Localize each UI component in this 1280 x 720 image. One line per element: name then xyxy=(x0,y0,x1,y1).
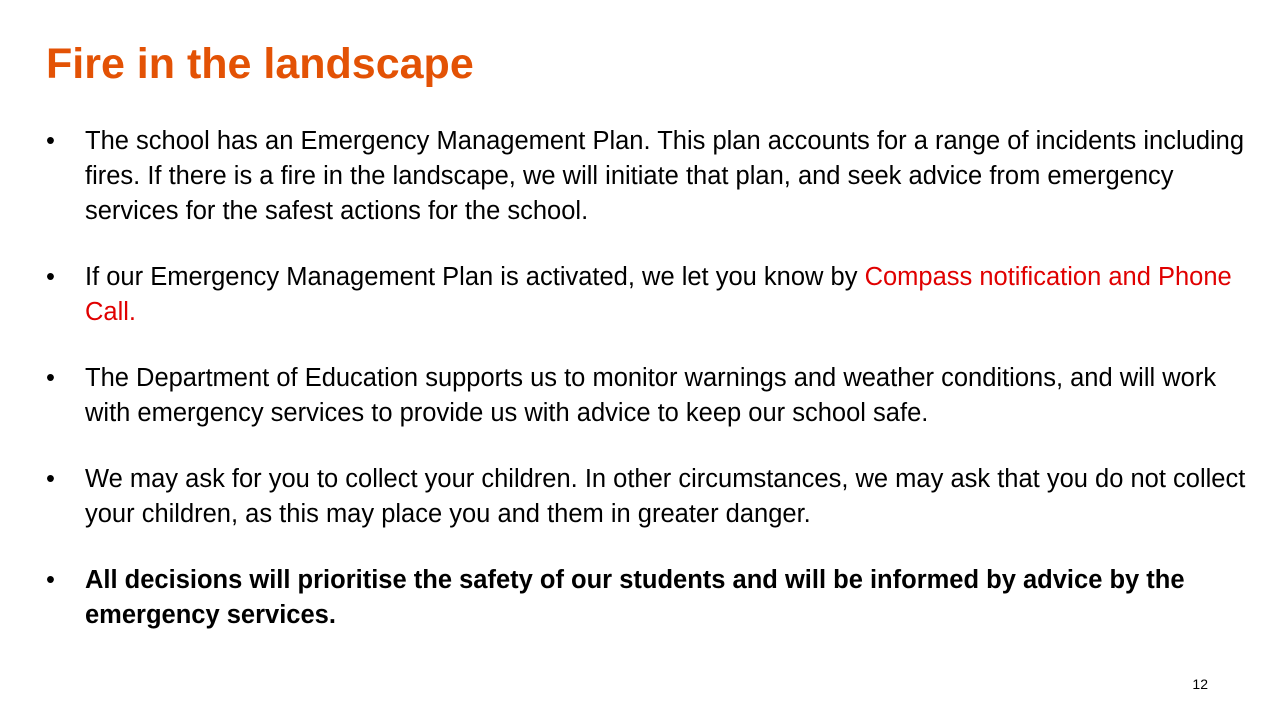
bullet-text-wrapper xyxy=(85,260,1246,330)
bullet-item-decisions xyxy=(46,563,1246,633)
bullet-dot-icon: • xyxy=(46,465,55,493)
highlighted-text: Compass notification and Phone Call. xyxy=(85,263,1232,326)
bullet-text: We may ask for you to collect your children. In other circumstances, we may ask that you do not collect your children, as this may place you and them in greater danger. xyxy=(85,465,1246,528)
bullet-item-department-support xyxy=(46,361,1246,431)
bullet-dot-icon: • xyxy=(46,364,55,392)
bullet-text: The school has an Emergency Management Plan. This plan accounts for a range of incidents including fires. If there is a fire in the landscape, we will initiate that plan, and seek advice from emergency services for the safest actions for the school. xyxy=(85,127,1245,225)
bullet-dot-icon: • xyxy=(46,127,55,155)
bullet-text: The Department of Education supports us to monitor warnings and weather conditions, and will work with emergency services to provide us with advice to keep our school safe. xyxy=(85,364,1217,427)
bullet-list xyxy=(46,124,1246,664)
bullet-text: All decisions will prioritise the safety of our students and will be informed by advice by the emergency services. xyxy=(85,566,1185,629)
bullet-dot-icon: • xyxy=(46,566,55,594)
bullet-text: If our Emergency Management Plan is activated, we let you know by xyxy=(85,263,865,291)
bullet-item-collect-children xyxy=(46,462,1246,532)
bullet-item-emergency-plan xyxy=(46,124,1246,229)
slide-title: Fire in the landscape xyxy=(46,40,474,88)
bullet-dot-icon: • xyxy=(46,263,55,291)
page-number: 12 xyxy=(1192,676,1208,692)
bullet-item-notification xyxy=(46,260,1246,330)
